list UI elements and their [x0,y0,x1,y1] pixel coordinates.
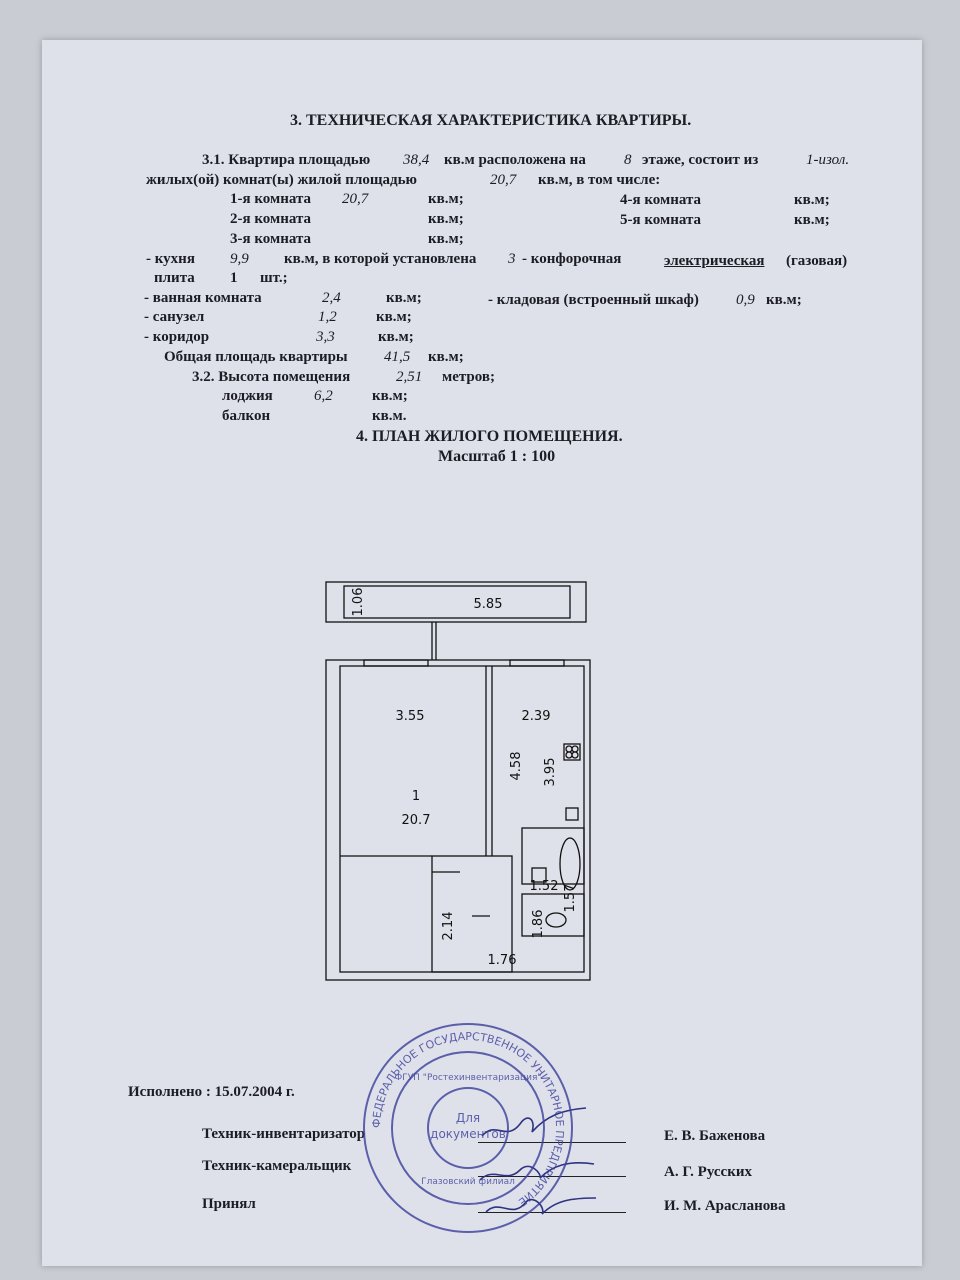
dim-loggia-width: 5.85 [473,597,503,612]
stove-count: 1 [230,270,238,286]
kitchen-text: кв.м, в которой установлена [284,251,477,267]
done-date: Исполнено : 15.07.2004 г. [128,1084,295,1100]
total-label: Общая площадь квартиры [164,349,348,365]
room1-label: 1-я комната [230,191,312,207]
dim-hall-width: 1.76 [487,953,517,968]
kitchen-value: 9,9 [230,251,249,267]
dim-kitchen-width: 2.39 [521,709,551,724]
stove [564,744,580,760]
room1-unit: кв.м; [428,191,464,207]
dim-bath-width: 1.52 [529,879,559,894]
room3-label: 3-я комната [230,231,312,247]
p31-a: 3.1. Квартира площадью [202,152,371,168]
room2-unit: кв.м; [428,211,464,227]
stamp-ring-text: ФЕДЕРАЛЬНОЕ ГОСУДАРСТВЕННОЕ УНИТАРНОЕ ПРЕДПРИЯТИЕ [369,1029,567,1209]
apartment-outline [326,660,590,980]
dim-hall-length: 1.86 [531,909,546,939]
stove-pcs: шт.; [260,270,288,286]
loggia-label: лоджия [222,388,273,404]
room2-label: 2-я комната [230,211,312,227]
room-number: 1 [411,789,421,804]
bath-outline [522,828,584,884]
room3-unit: кв.м; [428,231,464,247]
corridor-unit: кв.м; [378,329,414,345]
floor-plan [320,576,640,988]
loggia-value: 6,2 [314,388,333,404]
dim-room-length: 4.58 [509,751,524,781]
p31-e: кв.м, в том числе: [538,172,661,188]
total-unit: кв.м; [428,349,464,365]
room-area: 20.7 [401,813,431,828]
tech-inv-label: Техник-инвентаризатор [202,1126,366,1142]
burner-text: - конфорочная [522,251,622,267]
section3-title: 3. ТЕХНИЧЕСКАЯ ХАРАКТЕРИСТИКА КВАРТИРЫ. [290,112,692,129]
area-value: 38,4 [403,152,430,168]
burners-value: 3 [508,251,516,267]
stamp-branch: Глазовский филиал [421,1177,515,1187]
dim-corridor-length: 2.14 [441,911,456,941]
name-3: И. М. Арасланова [664,1198,786,1214]
name-1: Е. В. Баженова [664,1128,766,1144]
toilet [546,913,566,927]
room5-unit: кв.м; [794,212,830,228]
height-label: 3.2. Высота помещения [192,369,351,385]
section4-title: 4. ПЛАН ЖИЛОГО ПОМЕЩЕНИЯ. [356,428,623,445]
room1-value: 20,7 [342,191,369,207]
pantry-label: - кладовая (встроенный шкаф) [488,292,699,308]
plan-scale: Масштаб 1 : 100 [438,448,556,465]
wc-unit: кв.м; [376,309,412,325]
height-unit: метров; [442,369,495,385]
tech-cam-label: Техник-камеральщик [202,1158,352,1174]
pantry-unit: кв.м; [766,292,802,308]
p31-c: этаже, состоит из [642,152,759,168]
dim-kitchen-length: 3.95 [543,757,558,787]
balcony-unit: кв.м. [372,408,407,424]
room5-label: 5-я комната [620,212,702,228]
bath-unit: кв.м; [386,290,422,306]
window-kitchen [510,660,564,666]
document-sheet [42,40,922,1266]
stamp-inner-1: Для [455,1111,481,1125]
p31-d: жилых(ой) комнат(ы) жилой площадью [146,172,418,188]
loggia-inner [344,586,570,618]
official-stamp [358,1018,578,1238]
dim-bath-length: 1.57 [563,883,578,913]
corridor-label: - коридор [144,329,210,345]
stove-label: плита [154,270,195,286]
window-room [364,660,428,666]
bath-value: 2,4 [322,290,341,306]
corridor-value: 3,3 [316,329,335,345]
total-value: 41,5 [384,349,411,365]
rooms-value: 1-изол. [806,152,850,168]
floor-value: 8 [624,152,632,168]
dim-room-width: 3.55 [395,709,425,724]
dim-loggia-depth: 1.06 [351,587,366,617]
room4-unit: кв.м; [794,192,830,208]
name-2: А. Г. Русских [664,1164,752,1180]
stamp-inner-2: документов [430,1127,506,1141]
balcony-label: балкон [222,408,271,424]
pantry-value: 0,9 [736,292,755,308]
room4-label: 4-я комната [620,192,702,208]
kitchen-label: - кухня [146,251,195,267]
living-area-value: 20,7 [490,172,517,188]
bathtub [560,838,580,890]
loggia-unit: кв.м; [372,388,408,404]
stove-electric: электрическая [664,253,765,269]
accepted-label: Принял [202,1196,256,1212]
sink [566,808,578,820]
wc-label: - санузел [144,309,205,325]
stamp-org: ФГУП "Ростехинвентаризация" [394,1073,542,1083]
stove-gas: (газовая) [786,253,848,269]
p31-b: кв.м расположена на [444,152,586,168]
height-value: 2,51 [396,369,423,385]
bath-label: - ванная комната [144,290,262,306]
wc-value: 1,2 [318,309,337,325]
